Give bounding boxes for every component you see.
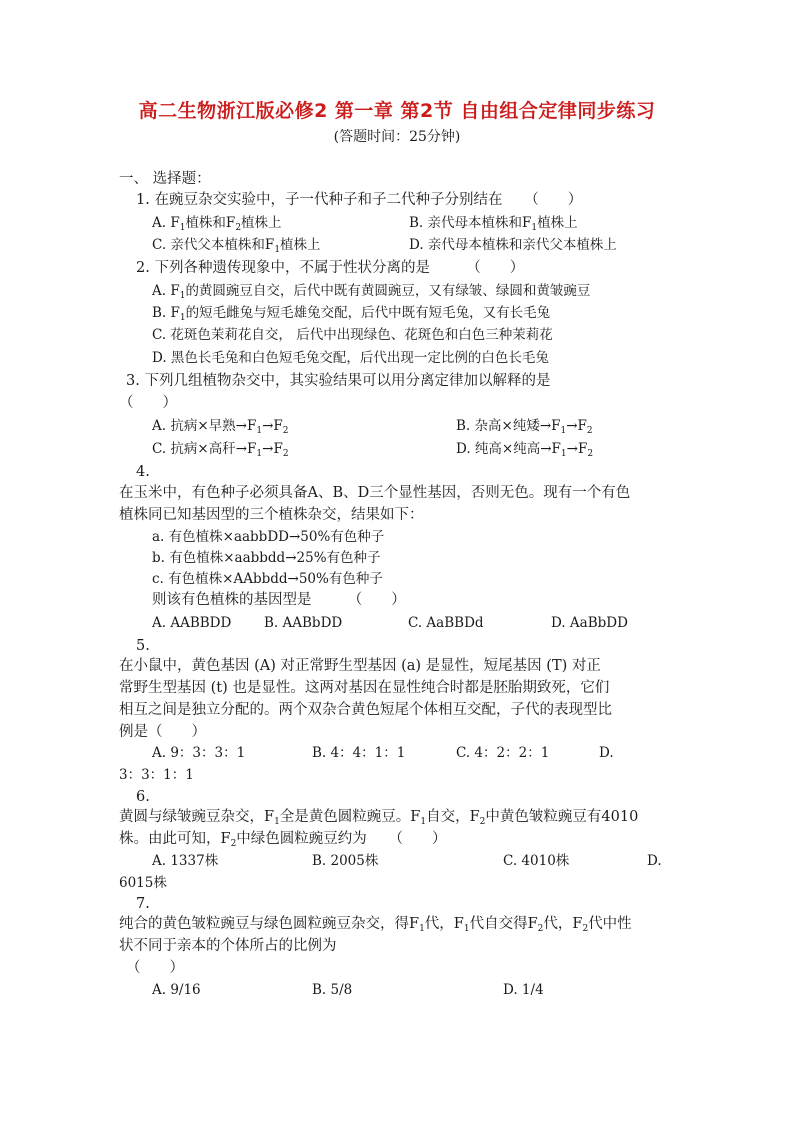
q5-stem-line2: 常野生型基因 (t) 也是显性。这两对基因在显性纯合时都是胚胎期致死，它们 xyxy=(119,680,610,696)
section-heading: 一、 选择题： xyxy=(119,171,211,187)
q4-question: 则该有色植株的基因型是 （ ） xyxy=(152,592,406,608)
q7-answer-paren: （ ） xyxy=(126,960,184,976)
q6-option-d-value: 6015株 xyxy=(119,875,167,891)
q3-option-c: C. 抗病×高秆$\to F_1\to F_2$ xyxy=(152,441,289,459)
q4-result-a: a. 有色植株×aabbDD→50%有色种子 xyxy=(152,529,385,545)
q2-option-a: A. $F_1$的黄圆豌豆自交，后代中既有黄圆豌豆，又有绿皱、绿圆和黄皱豌豆 xyxy=(152,283,591,301)
q5-option-d: D. xyxy=(599,745,614,761)
q1-option-b: B. 亲代母本植株和$F_1$植株上 xyxy=(409,215,578,233)
q4-result-b: b. 有色植株×aabbdd→25%有色种子 xyxy=(152,550,381,566)
q7-number: 7. xyxy=(136,896,150,912)
q2-option-b: B. $F_1$的短毛雌兔与短毛雄兔交配，后代中既有短毛兔，又有长毛兔 xyxy=(152,305,551,323)
q4-result-c: c. 有色植株×AAbbdd→50%有色种子 xyxy=(152,571,383,587)
q4-option-c: C. AaBBDd xyxy=(408,615,484,631)
q3-answer-paren: （ ） xyxy=(119,395,177,411)
q2-option-d: D. 黑色长毛兔和白色短毛兔交配，后代出现一定比例的白色长毛兔 xyxy=(152,350,549,366)
q5-option-c: C. 4：2：2：1 xyxy=(456,745,550,761)
q5-number: 5. xyxy=(136,638,150,654)
q7-option-d: D. 1/4 xyxy=(503,982,544,998)
q4-option-d: D. AaBbDD xyxy=(551,615,628,631)
q2-option-c: C. 花斑色茉莉花自交， 后代中出现绿色、花斑色和白色三种茉莉花 xyxy=(152,327,553,343)
q3-option-b: B. 杂高×纯矮$\to F_1\to F_2$ xyxy=(456,418,593,436)
q3-option-d: D. 纯高×纯高$\to F_1\to F_2$ xyxy=(456,441,594,459)
q1-stem: 1. 在豌豆杂交实验中，子一代种子和子二代种子分别结在 （ ） xyxy=(136,192,583,208)
q7-stem-line1: 纯合的黄色皱粒豌豆与绿色圆粒豌豆杂交，得$F_1$代，$F_1$代自交得$F_2$代，$F_2$代中性 xyxy=(119,916,632,934)
q6-stem-line1: 黄圆与绿皱豌豆杂交，$F_1$全是黄色圆粒豌豆。$F_1$自交，$F_2$中黄色皱粒豌豆有4010 xyxy=(119,809,639,827)
q6-option-b: B. 2005株 xyxy=(312,853,379,869)
q3-option-a: A. 抗病×早熟$\to F_1\to F_2$ xyxy=(152,418,289,436)
q4-option-a: A. AABBDD xyxy=(152,615,232,631)
q5-option-d-value: 3：3：1：1 xyxy=(119,767,194,783)
q4-number: 4. xyxy=(136,464,150,480)
q2-stem: 2. 下列各种遗传现象中，不属于性状分离的是 （ ） xyxy=(136,260,525,276)
q6-option-d: D. xyxy=(647,853,662,869)
q6-number: 6. xyxy=(136,789,150,805)
q7-option-b: B. 5/8 xyxy=(312,982,353,998)
q4-stem-line1: 在玉米中，有色种子必须具备A、B、D三个显性基因，否则无色。现有一个有色 xyxy=(119,485,631,501)
q4-option-b: B. AABbDD xyxy=(264,615,343,631)
q7-stem-line2: 状不同于亲本的个体所占的比例为 xyxy=(119,938,337,954)
q5-stem-line3: 相互之间是独立分配的。两个双杂合黄色短尾个体相互交配，子代的表现型比 xyxy=(119,702,612,718)
q6-option-a: A. 1337株 xyxy=(152,853,219,869)
q1-option-d: D. 亲代母本植株和亲代父本植株上 xyxy=(409,237,617,253)
q5-option-a: A. 9：3：3：1 xyxy=(152,745,246,761)
q5-stem-line1: 在小鼠中，黄色基因 (A) 对正常野生型基因 (a) 是显性，短尾基因 (T) 对正 xyxy=(119,658,601,674)
q6-option-c: C. 4010株 xyxy=(503,853,570,869)
q3-stem: 3. 下列几组植物杂交中，其实验结果可以用分离定律加以解释的是 xyxy=(126,373,551,389)
q6-stem-line2: 株。由此可知，$F_2$中绿色圆粒豌豆约为 （ ） xyxy=(119,831,447,849)
answer-time-note: (答题时间：25分钟) xyxy=(333,129,461,145)
q1-option-c: C. 亲代父本植株和$F_1$植株上 xyxy=(152,237,321,255)
q4-stem-line2: 植株同已知基因型的三个植株杂交，结果如下： xyxy=(119,507,424,523)
q7-option-a: A. 9/16 xyxy=(152,982,201,998)
q5-option-b: B. 4：4：1：1 xyxy=(312,745,406,761)
document-title: 高二生物浙江版必修2 第一章 第2节 自由组合定律同步练习 xyxy=(138,100,656,122)
q1-option-a: A. $F_1$植株和$F_2$植株上 xyxy=(152,215,282,233)
q5-stem-line4: 例是（ ） xyxy=(119,724,206,740)
